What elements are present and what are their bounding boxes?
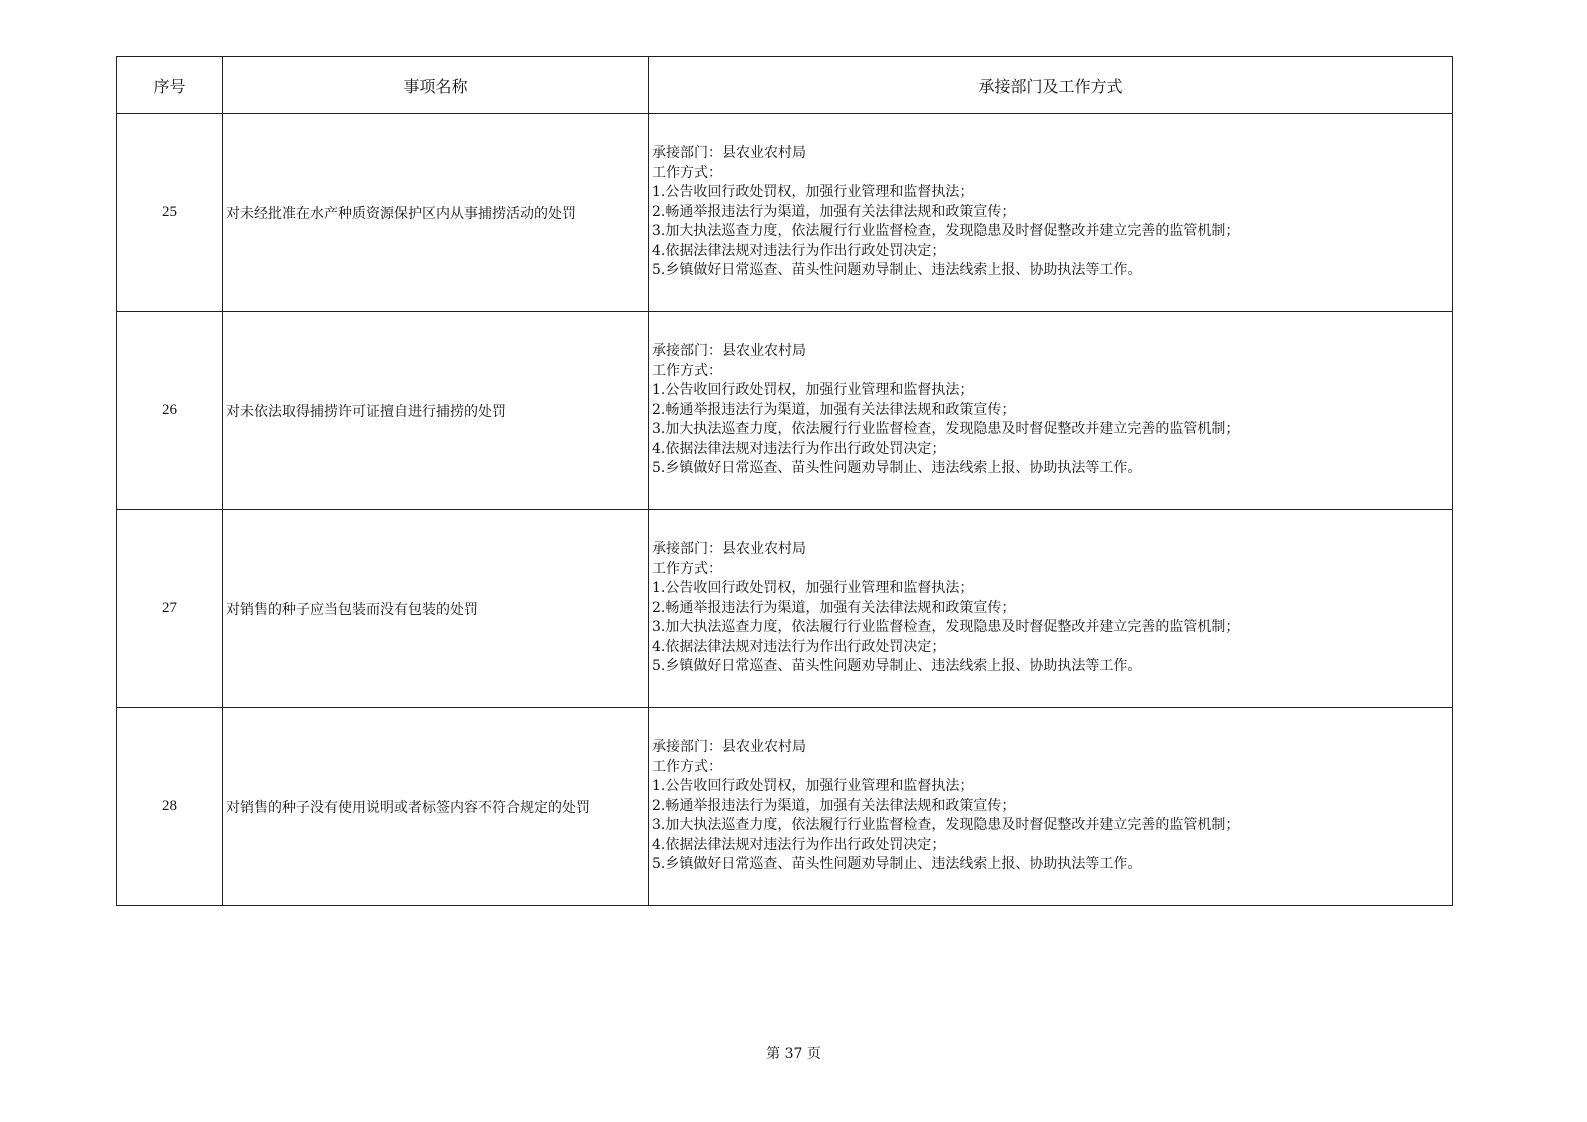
header-row: [117, 57, 1453, 114]
row-serial-number: 28: [117, 708, 223, 906]
matters-table: [116, 56, 1453, 906]
method-item-4: 4.依据法律法规对违法行为作出行政处罚决定；: [652, 836, 946, 853]
department-line: 承接部门：县农业农村局: [652, 343, 806, 360]
row-matter-name: 对未经批准在水产种质资源保护区内从事捕捞活动的处罚: [223, 114, 649, 312]
row-department-and-method: [649, 114, 1453, 312]
method-heading-line: 工作方式：: [652, 164, 722, 181]
department-line: 承接部门：县农业农村局: [652, 739, 806, 756]
row-department-and-method: [649, 510, 1453, 708]
method-item-4: 4.依据法律法规对违法行为作出行政处罚决定；: [652, 638, 946, 655]
method-item-2: 2.畅通举报违法行为渠道，加强有关法律法规和政策宣传；: [652, 203, 1016, 220]
page-number: 第 37 页: [766, 1046, 821, 1062]
row-matter-name: 对未依法取得捕捞许可证擅自进行捕捞的处罚: [223, 312, 649, 510]
method-item-1: 1.公告收回行政处罚权，加强行业管理和监督执法；: [652, 580, 974, 597]
method-item-4: 4.依据法律法规对违法行为作出行政处罚决定；: [652, 440, 946, 457]
row-matter-name: 对销售的种子没有使用说明或者标签内容不符合规定的处罚: [223, 708, 649, 906]
row-serial-number: 27: [117, 510, 223, 708]
header-matter-name: 事项名称: [223, 57, 649, 114]
header-department-and-method: 承接部门及工作方式: [649, 57, 1453, 114]
row-matter-name: 对销售的种子应当包装而没有包装的处罚: [223, 510, 649, 708]
method-heading-line: 工作方式：: [652, 758, 722, 775]
method-item-2: 2.畅通举报违法行为渠道，加强有关法律法规和政策宣传；: [652, 599, 1016, 616]
method-item-3: 3.加大执法巡查力度，依法履行行业监督检查，发现隐患及时督促整改并建立完善的监管机制；: [652, 421, 1240, 438]
method-item-1: 1.公告收回行政处罚权，加强行业管理和监督执法；: [652, 382, 974, 399]
method-item-4: 4.依据法律法规对违法行为作出行政处罚决定；: [652, 242, 946, 259]
row-department-and-method: [649, 312, 1453, 510]
table-row: [117, 510, 1453, 708]
method-item-5: 5.乡镇做好日常巡查、苗头性问题劝导制止、违法线索上报、协助执法等工作。: [652, 262, 1142, 279]
row-serial-number: 26: [117, 312, 223, 510]
row-department-and-method: [649, 708, 1453, 906]
method-item-5: 5.乡镇做好日常巡查、苗头性问题劝导制止、违法线索上报、协助执法等工作。: [652, 856, 1142, 873]
method-item-2: 2.畅通举报违法行为渠道，加强有关法律法规和政策宣传；: [652, 401, 1016, 418]
department-line: 承接部门：县农业农村局: [652, 145, 806, 162]
table-row: [117, 312, 1453, 510]
method-item-2: 2.畅通举报违法行为渠道，加强有关法律法规和政策宣传；: [652, 797, 1016, 814]
header-serial-number: 序号: [117, 57, 223, 114]
method-item-3: 3.加大执法巡查力度，依法履行行业监督检查，发现隐患及时督促整改并建立完善的监管机制；: [652, 817, 1240, 834]
method-item-5: 5.乡镇做好日常巡查、苗头性问题劝导制止、违法线索上报、协助执法等工作。: [652, 460, 1142, 477]
table-row: [117, 114, 1453, 312]
method-item-5: 5.乡镇做好日常巡查、苗头性问题劝导制止、违法线索上报、协助执法等工作。: [652, 658, 1142, 675]
method-item-3: 3.加大执法巡查力度，依法履行行业监督检查，发现隐患及时督促整改并建立完善的监管机制；: [652, 223, 1240, 240]
method-heading-line: 工作方式：: [652, 362, 722, 379]
method-item-3: 3.加大执法巡查力度，依法履行行业监督检查，发现隐患及时督促整改并建立完善的监管机制；: [652, 619, 1240, 636]
table-row: [117, 708, 1453, 906]
row-serial-number: 25: [117, 114, 223, 312]
method-heading-line: 工作方式：: [652, 560, 722, 577]
department-line: 承接部门：县农业农村局: [652, 541, 806, 558]
method-item-1: 1.公告收回行政处罚权，加强行业管理和监督执法；: [652, 778, 974, 795]
method-item-1: 1.公告收回行政处罚权，加强行业管理和监督执法；: [652, 184, 974, 201]
